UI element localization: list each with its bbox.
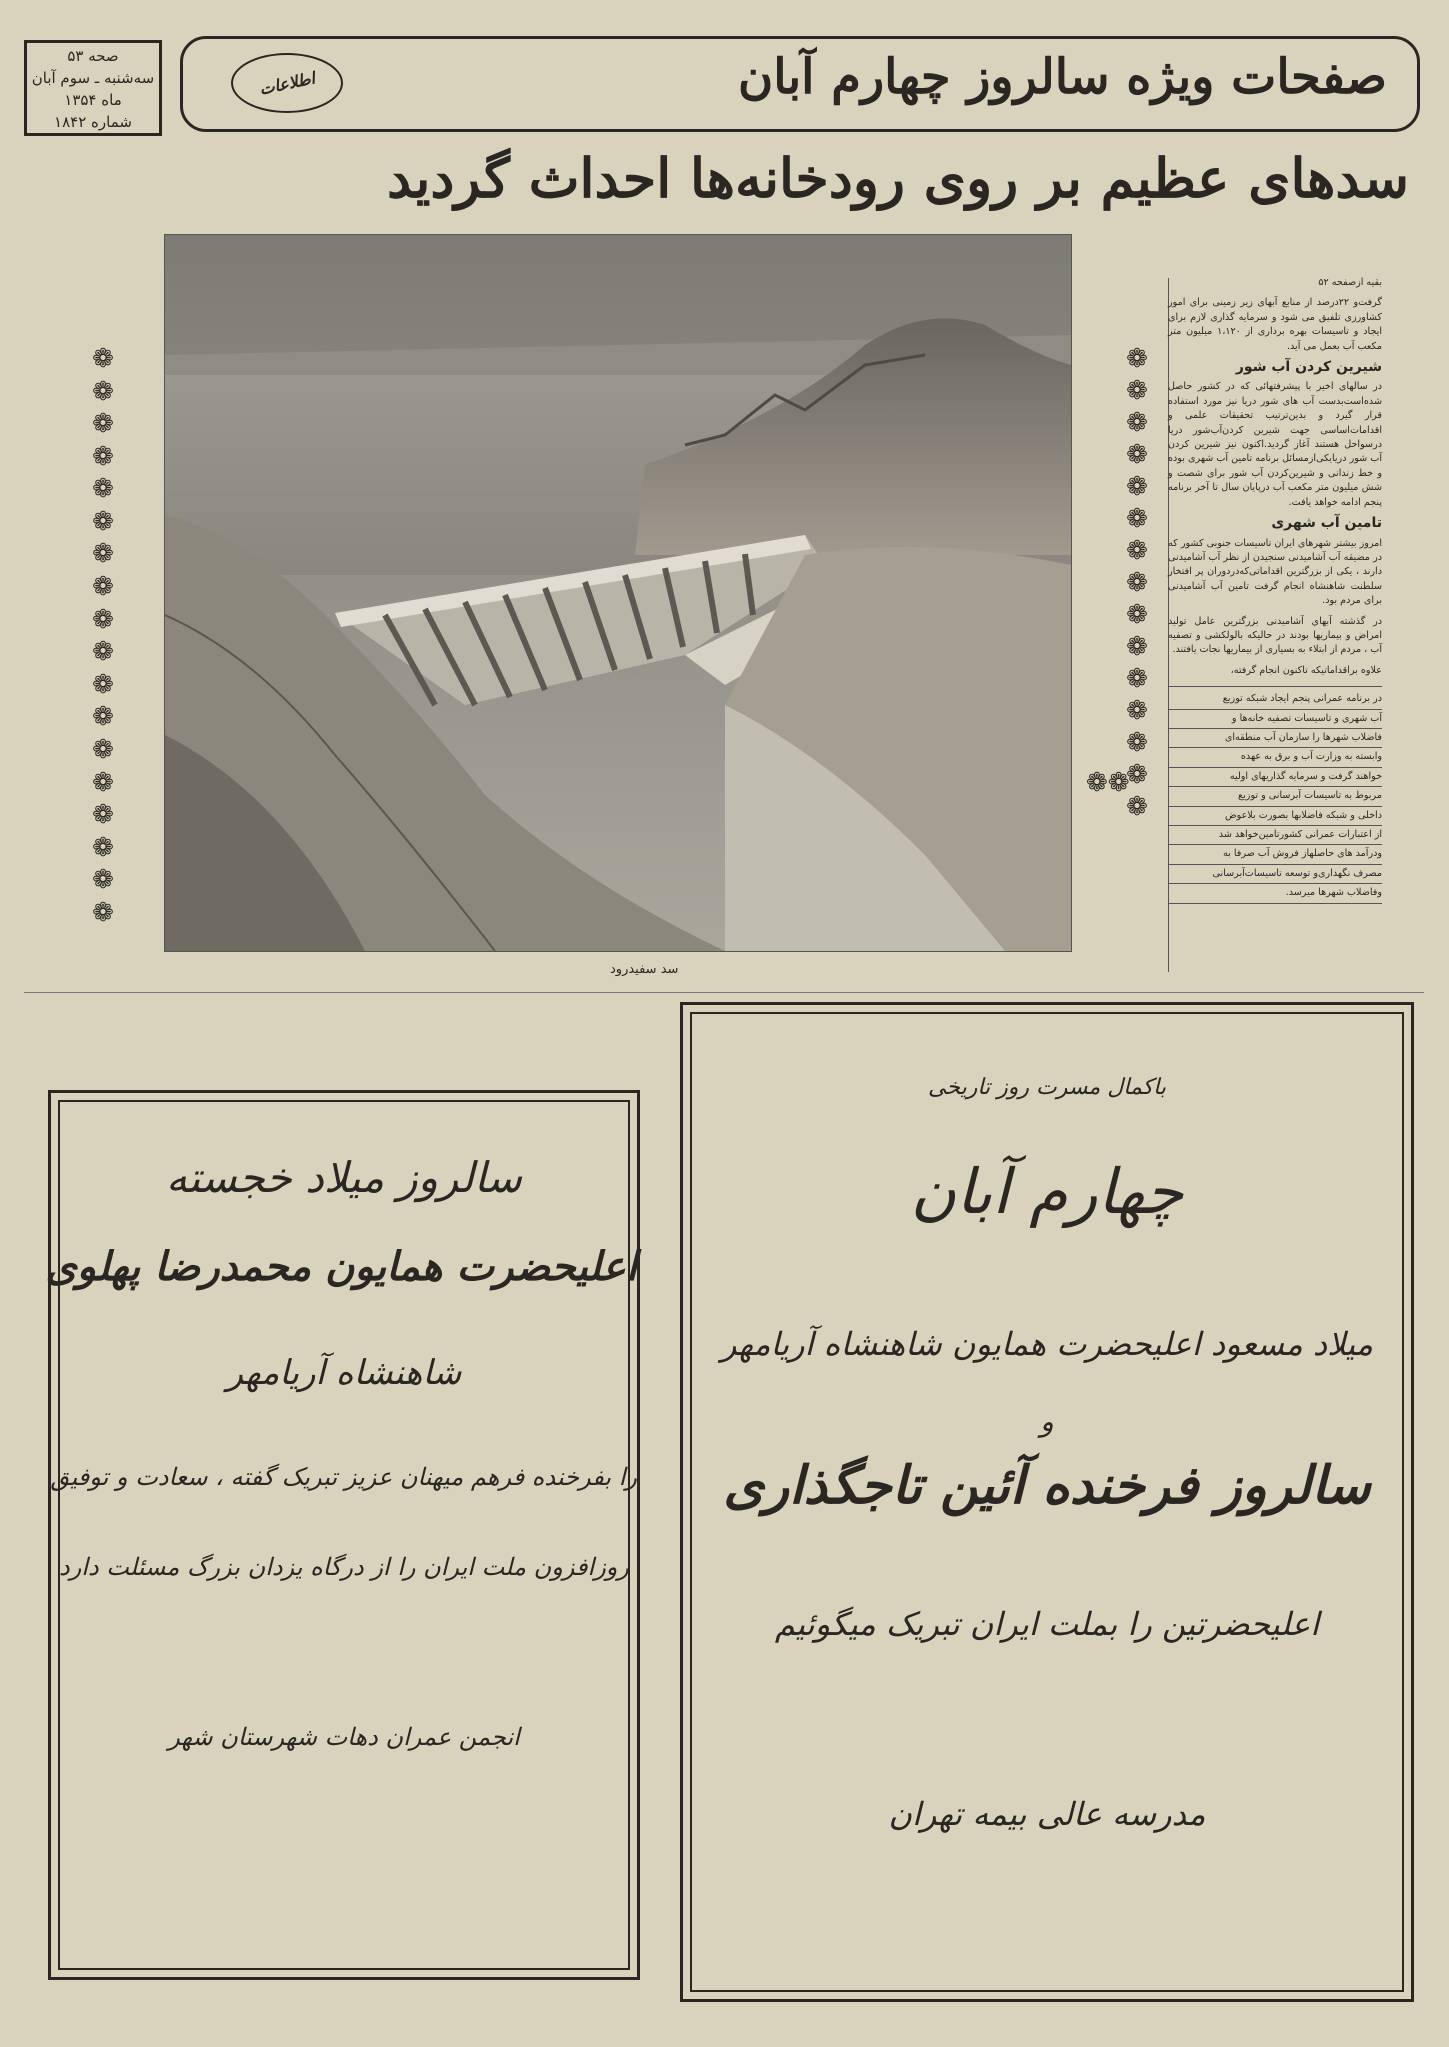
article-headline: سدهای عظیم بر روی رودخانه‌ها احداث گردید bbox=[386, 146, 1409, 210]
flower-ornament-icon: ❁ bbox=[1126, 728, 1148, 758]
flower-ornament-icon: ❁ bbox=[92, 832, 114, 863]
flower-ornament-icon: ❁ bbox=[1126, 568, 1148, 598]
ad-line: اعلیحضرتین را بملت ایران تبریک میگوئیم bbox=[774, 1605, 1320, 1643]
flower-ornament-icon: ❁ bbox=[92, 865, 114, 896]
ad-line: را بفرخنده فرهم میهنان عزیز تبریک گفته ، سعادت و توفیق bbox=[50, 1463, 637, 1491]
ad-line: اعلیحضرت همایون محمدرضا پهلوی bbox=[45, 1243, 637, 1290]
date-line-1: سه‌شنبه ـ سوم آبان bbox=[31, 69, 155, 87]
flower-ornament-icon: ❁ bbox=[92, 376, 114, 407]
ad-line: میلاد مسعود اعلیحضرت همایون شاهنشاه آریامهر bbox=[720, 1325, 1374, 1363]
text-line: مصرف نگهداری‌و توسعه تاسیسات‌آبرسانی bbox=[1168, 865, 1382, 884]
flower-ornament-icon: ❁ bbox=[1126, 376, 1148, 406]
text-line: ودرآمد های حاصلهاز فروش آب صرفا به bbox=[1168, 845, 1382, 864]
flower-ornament-icon: ❁ bbox=[92, 637, 114, 668]
ornament-column-right bbox=[1120, 346, 1154, 820]
ad-line: سالروز میلاد خجسته bbox=[166, 1153, 522, 1202]
text-line: وابسته به وزارت آب و برق به عهده bbox=[1168, 748, 1382, 767]
ad-line: و bbox=[1040, 1405, 1054, 1438]
page-number: صحه ۵۳ bbox=[67, 47, 119, 65]
article-paragraph: گرفت‌و ۲۲درصد از منابع آبهای زیر زمینی برای امور کشاورزی تلفیق می شود و سرمایه گذاری لازم برای ایجاد و تاسیسات بهره برداری از ۱،۱۲۰ میلیون متر مکعب آب بعمل می آید. bbox=[1168, 297, 1382, 352]
flower-ornament-icon: ❁ bbox=[1126, 440, 1148, 470]
congratulation-ad-left bbox=[45, 1090, 640, 1980]
ad-signature: مدرسه عالی بیمه تهران bbox=[888, 1795, 1206, 1833]
flower-ornament-icon: ❁ bbox=[1126, 600, 1148, 630]
page-info-box bbox=[24, 40, 162, 136]
flower-ornament-icon: ❁ bbox=[92, 474, 114, 505]
issue-number: شماره ۱۸۴۲ bbox=[54, 113, 132, 131]
ad-line: سالروز فرخنده آئین تاجگذاری bbox=[723, 1455, 1371, 1516]
flower-ornament-icon: ❁ bbox=[92, 669, 114, 700]
flower-ornament-icon: ❁ bbox=[92, 539, 114, 570]
flower-ornament-icon: ❁❁ bbox=[1086, 768, 1130, 798]
flower-ornament-icon: ❁ bbox=[92, 572, 114, 603]
text-line: خواهند گرفت و سرمایه گذاریهای اولیه bbox=[1168, 768, 1382, 787]
flower-ornament-icon: ❁ bbox=[92, 767, 114, 798]
flower-ornament-icon: ❁ bbox=[92, 897, 114, 928]
text-line: آب شهری و تاسیسات تصفیه خانه‌ها و bbox=[1168, 710, 1382, 729]
text-line: مربوط به تاسیسات آبرسانی و توزیع bbox=[1168, 787, 1382, 806]
flower-ornament-icon: ❁ bbox=[1126, 472, 1148, 502]
text-line: داخلی و شبکه فاضلابها بصورت بلاعوض bbox=[1168, 807, 1382, 826]
ad-line: چهارم آبان bbox=[910, 1155, 1184, 1228]
photo-caption: سد سفیدرود bbox=[610, 962, 679, 977]
flower-ornament-icon: ❁ bbox=[92, 409, 114, 440]
flower-ornament-icon: ❁ bbox=[92, 344, 114, 374]
text-line: در برنامه عمرانی پنجم ایجاد شبکه توزیع bbox=[1168, 690, 1382, 709]
lined-text-block bbox=[1168, 686, 1382, 903]
flower-ornament-icon: ❁ bbox=[1126, 664, 1148, 694]
section-heading: شیرین کردن آب شور bbox=[1235, 359, 1382, 376]
flower-ornament-icon: ❁ bbox=[1126, 536, 1148, 566]
flower-ornament-icon: ❁ bbox=[92, 702, 114, 733]
flower-ornament-icon: ❁ bbox=[92, 506, 114, 537]
text-line: وفاضلاب شهرها میرسد. bbox=[1168, 884, 1382, 903]
date-line-2: ماه ۱۳۵۴ bbox=[64, 91, 122, 109]
flower-ornament-icon: ❁ bbox=[1126, 792, 1148, 822]
section-heading: تامین آب شهری bbox=[1271, 515, 1382, 532]
logo-text: اطلاعات bbox=[257, 67, 317, 99]
flower-ornament-icon: ❁ bbox=[1126, 344, 1148, 374]
ad-line: باکمال مسرت روز تاریخی bbox=[928, 1075, 1166, 1100]
article-paragraph: در سالهای اخیر با پیشرفتهائی که در کشور حاصل شده‌است‌بدست آب های شور دریا نیز مورد استفاده قرار گیرد و بدین‌ترتیب تحقیقات علمی و اقدامات‌اساسی جهت شیرین کردن‌آب‌شور دریا درسواحل هستند آغاز گردید.اکنون نیز شیرین کردن آب شور دریا‌یکی‌ازمسائل برنامه تامین آب شهری بوده و خط زندانی و شیرین‌کردن آب شور برای شصت و شش میلیون متر مکعب آب درپایان سال تا آخر برنامه پنجم ادامه خواهد یافت. bbox=[1168, 381, 1382, 508]
flower-ornament-icon: ❁ bbox=[92, 604, 114, 635]
flower-ornament-icon: ❁ bbox=[92, 800, 114, 831]
flower-ornament-icon: ❁ bbox=[1126, 696, 1148, 726]
dam-illustration bbox=[165, 235, 1071, 951]
article-paragraph: در گذشته آبهای آشامیدنی بزرگترین عامل تولید امراض و بیماریها بودند در حالیکه بالولکشی و تصفیه آب ، مردم از ابتلاء به بسیاری از بیماریها نجات یافتند. bbox=[1168, 615, 1382, 656]
dam-photo bbox=[164, 234, 1072, 952]
article-paragraph: علاوه براقداماتیکه تاکنون انجام گرفته، bbox=[1230, 664, 1382, 676]
section-banner bbox=[180, 36, 1420, 132]
continued-from: بقیه ازصفحه ۵۲ bbox=[1318, 277, 1382, 288]
article-column bbox=[1168, 276, 1382, 966]
flower-ornament-icon: ❁ bbox=[1126, 504, 1148, 534]
flower-ornament-icon: ❁ bbox=[1126, 632, 1148, 662]
ad-line: روزافزون ملت ایران را از درگاه یزدان بزرگ مسئلت دارد bbox=[59, 1553, 629, 1581]
flower-ornament-icon: ❁ bbox=[1126, 760, 1148, 790]
newspaper-logo bbox=[231, 53, 343, 113]
ad-signature: انجمن عمران دهات شهرستان شهر bbox=[168, 1723, 520, 1751]
flower-ornament-icon: ❁ bbox=[92, 734, 114, 765]
text-line: از اعتبارات عمرانی کشورتامین‌خواهد شد bbox=[1168, 826, 1382, 845]
flower-ornament-icon: ❁ bbox=[1126, 408, 1148, 438]
horizontal-rule bbox=[24, 992, 1424, 993]
text-line: فاضلاب شهرها را سازمان آب منطقه‌ای bbox=[1168, 729, 1382, 748]
banner-title: صفحات ویژه سالروز چهارم آبان bbox=[737, 49, 1387, 105]
flower-ornament-icon: ❁ bbox=[92, 441, 114, 472]
congratulation-ad-right bbox=[680, 1002, 1414, 2002]
ornament-column-left bbox=[86, 346, 120, 926]
ad-line: شاهنشاه آریامهر bbox=[226, 1353, 462, 1393]
article-paragraph: امروز بیشتر شهرهای ایران تاسیسات جنوبی کشور که در مضیقه آب آشامیدنی سنجیدن از نظر آب آشامیدنی دارند ، یکی از بزرگترین اقداماتی‌که‌دردوران پر افتخار سلطنت شاهنشاه انجام گرفت تامین آب آشامیدنی برای مردم بود. bbox=[1168, 537, 1382, 607]
